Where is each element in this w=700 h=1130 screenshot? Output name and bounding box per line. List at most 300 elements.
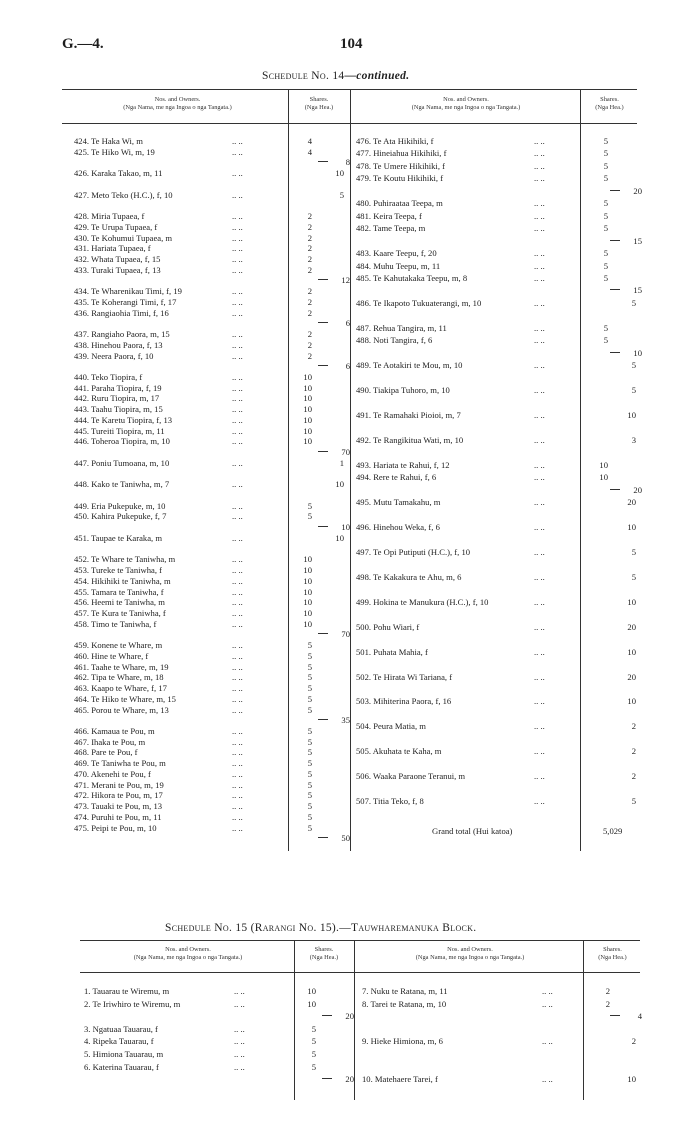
share-value: 2 [307,286,312,297]
leader-dots: .. .. [232,286,243,297]
owner-name: 426. Karaka Takao, m, 11 [74,168,163,179]
leader-dots: .. .. [232,779,243,790]
share-value: 5 [307,768,312,779]
leader-dots: .. .. [234,986,245,996]
owner-name: 499. Hokina te Manukura (H.C.), f, 10 [356,596,489,607]
leader-dots: .. .. [232,790,243,801]
share-value: 5 [603,248,608,259]
owner-name: 484. Muhu Teepu, m, 11 [356,260,441,271]
leader-dots: .. .. [232,511,243,522]
column-header-subtitle: (Nga Hea.) [595,104,624,111]
leader-dots: .. .. [534,322,545,333]
share-value: 2 [307,296,312,307]
owner-name: 485. Te Kahutakaka Teepu, m, 8 [356,273,468,283]
page-number: 104 [340,36,363,52]
share-value: 2 [307,221,312,232]
owner-name: 2. Te Iriwhiro te Wiremu, m [84,998,181,1009]
owner-name: 441. Paraha Tiopira, f, 19 [74,382,162,393]
share-value: 5 [307,640,312,651]
leader-dots: .. .. [232,168,243,179]
leader-dots: .. .. [232,768,243,779]
leader-dots: .. .. [534,571,545,582]
leader-dots: .. .. [534,746,545,757]
share-value: 5 [307,779,312,790]
share-value: 5 [603,136,608,146]
share-value: 5 [307,500,312,511]
owner-name: 481. Keira Teepa, f [356,210,422,221]
share-value: 5 [307,747,312,758]
owner-name: 470. Akenehi te Pou, f [74,768,151,779]
owner-name: 448. Kako te Taniwha, m, 7 [74,479,170,490]
subtotal-value: 20 [627,671,636,682]
share-value: 5 [307,683,312,694]
owner-name: 472. Hikora te Pou, m, 17 [74,790,163,801]
subtotal-value: 5 [339,189,344,200]
leader-dots: .. .. [232,382,243,393]
owner-name: 452. Te Whare te Taniwha, m [74,554,176,565]
owner-name: 1. Tauarau te Wiremu, m [84,986,170,996]
owner-name: 504. Peura Matia, m [356,721,426,732]
subtotal-value: 70 [341,629,350,640]
share-value: 5 [307,672,312,683]
owner-name: 446. Toheroa Tiopira, m, 10 [74,436,170,447]
leader-dots: .. .. [232,436,243,447]
leader-dots: .. .. [232,822,243,833]
leader-dots: .. .. [232,758,243,769]
leader-dots: .. .. [534,385,545,396]
owner-name: 480. Puhiraataa Teepa, m [356,198,443,209]
subtotal-value: 15 [633,235,642,246]
subtotal-value: 5 [631,571,636,582]
share-value: 5 [311,1049,316,1059]
subtotal-value: 6 [345,318,350,329]
leader-dots: .. .. [534,210,545,221]
leader-dots: .. .. [232,597,243,608]
owner-name: 437. Rangiaho Paora, m, 15 [74,329,170,340]
share-value: 4 [307,146,312,157]
share-value: 2 [605,998,610,1009]
owner-name: 486. Te Ikapoto Tukuaterangi, m, 10 [356,297,482,308]
owner-name: 8. Tarei te Ratana, m, 10 [362,998,447,1009]
schedule-15-title-main: Schedule No. 15 (Rarangi No. 15).—Tauwharemanuka Block. [165,922,477,934]
owner-name: 433. Turaki Tupaea, f, 13 [74,264,161,275]
subtotal-value: 10 [627,522,636,533]
share-value: 5 [307,511,312,522]
subtotal-value: 4 [637,1011,642,1022]
owner-name: 435. Te Koherangi Timi, f, 17 [74,296,177,307]
leader-dots: .. .. [534,136,545,146]
owner-name: 483. Kaare Teepu, f, 20 [356,248,437,259]
leader-dots: .. .. [232,726,243,736]
share-value: 5 [603,273,608,283]
owner-name: 439. Neera Paora, f, 10 [74,350,154,361]
owner-name: 497. Te Opi Putiputi (H.C.), f, 10 [356,547,471,557]
leader-dots: .. .. [232,414,243,425]
leader-dots: .. .. [232,747,243,758]
leader-dots: .. .. [232,661,243,672]
column-rule [583,940,584,1100]
column-header-subtitle: (Nga Hea.) [598,954,627,961]
column-header [84,946,292,962]
owner-name: 456. Heemi te Taniwha, m [74,597,165,608]
leader-dots: .. .. [534,621,545,632]
owner-name: 478. Te Umere Hikihiki, f [356,160,445,171]
leader-dots: .. .. [534,248,545,259]
owner-name: 428. Miria Tupaea, f [74,211,145,222]
owner-name: 501. Puhata Mahia, f [356,646,428,657]
share-value: 2 [307,329,312,340]
share-value: 4 [307,136,312,146]
subtotal-value: 10 [335,532,344,543]
subtotal-rule [610,1015,620,1016]
column-header-subtitle: (Nga Hea.) [304,104,334,111]
leader-dots: .. .. [534,297,545,308]
share-value: 10 [599,472,608,483]
owner-name: 479. Te Koutu Hikihiki, f [356,173,444,184]
subtotal-value: 20 [345,1074,354,1085]
share-value: 10 [303,608,312,618]
owner-name: 440. Teko Tiopira, f [74,372,143,382]
subtotal-value: 15 [633,285,642,296]
rule [80,972,640,973]
share-value: 5 [307,726,312,736]
leader-dots: .. .. [534,522,545,533]
leader-dots: .. .. [232,136,243,146]
grand-total-label: Grand total (Hui katoa) [432,826,513,836]
owner-name: 450. Kahira Pukepuke, f, 7 [74,511,167,522]
leader-dots: .. .. [534,721,545,732]
leader-dots: .. .. [534,335,545,346]
share-value: 10 [303,425,312,436]
grand-total-value: 5,029 [603,826,623,836]
subtotal-value: 10 [627,1074,636,1085]
owner-name: 424. Te Haka Wi, m [74,136,143,146]
share-value: 10 [303,393,312,404]
owner-name: 498. Te Kakakura te Ahu, m, 6 [356,571,462,582]
leader-dots: .. .. [234,1023,245,1034]
owner-name: 467. Ihaka te Pou, m [74,736,146,747]
subtotal-value: 3 [631,434,636,445]
owner-name: 431. Hariata Tupaea, f [74,243,151,254]
column-header-title: Shares. [314,946,334,953]
leader-dots: .. .. [534,696,545,707]
column-header-title: Shares. [603,946,622,953]
leader-dots: .. .. [234,998,245,1009]
share-value: 10 [303,565,312,576]
leader-dots: .. .. [534,771,545,782]
column-header-title: Nos. and Owners. [165,946,211,953]
owner-name: 449. Eria Pukepuke, m, 10 [74,500,166,511]
share-value: 5 [307,801,312,812]
leader-dots: .. .. [232,264,243,275]
share-value: 5 [603,160,608,171]
owner-name: 500. Pohu Wiari, f [356,621,420,632]
subtotal-value: 10 [627,410,636,420]
subtotal-rule [322,1015,332,1016]
schedule-14-title-main: Schedule No. 14 [262,70,345,82]
owner-name: 5. Himiona Tauarau, m [84,1049,164,1059]
owner-name: 6. Katerina Tauarau, f [84,1061,159,1072]
leader-dots: .. .. [232,683,243,694]
share-value: 5 [603,322,608,333]
owner-name: 438. Hinehou Paora, f, 13 [74,339,163,350]
share-value: 10 [303,554,312,565]
leader-dots: .. .. [234,1061,245,1072]
leader-dots: .. .. [232,372,243,382]
leader-dots: .. .. [534,497,545,508]
owner-name: 429. Te Urupa Tupaea, f [74,221,158,232]
leader-dots: .. .. [232,211,243,222]
owner-name: 473. Tauaki te Pou, m, 13 [74,801,163,812]
subtotal-value: 20 [633,484,642,495]
subtotal-value: 5 [631,297,636,308]
leader-dots: .. .. [232,479,243,490]
owner-name: 506. Waaka Paraone Teranui, m [356,771,466,782]
owner-name: 457. Te Kura te Taniwha, f [74,608,166,618]
subtotal-value: 2 [631,721,636,732]
leader-dots: .. .. [232,565,243,576]
share-value: 10 [303,575,312,586]
owner-name: 432. Whata Tupaea, f, 15 [74,254,161,264]
column-header-subtitle: (Nga Nama, me nga Ingoa o nga Tangata.) [123,104,232,111]
leader-dots: .. .. [232,307,243,318]
leader-dots: .. .. [542,986,553,996]
leader-dots: .. .. [232,532,243,543]
share-value: 5 [603,148,608,159]
share-value: 2 [307,307,312,318]
leader-dots: .. .. [232,618,243,629]
owner-name: 444. Te Karetu Tiopira, f, 13 [74,414,173,425]
leader-dots: .. .. [534,547,545,557]
owner-name: 3. Ngatuaa Tauarau, f [84,1023,158,1034]
subtotal-value: 10 [341,522,350,533]
share-value: 10 [303,586,312,597]
owner-name: 487. Rehua Tangira, m, 11 [356,322,447,333]
owner-name: 10. Matehaere Tarei, f [362,1074,438,1085]
owner-name: 464. Te Hiko te Whare, m, 15 [74,693,176,704]
subtotal-value: 10 [633,347,642,358]
owner-name: 468. Pare te Pou, f [74,747,138,758]
share-value: 2 [307,232,312,243]
leader-dots: .. .. [542,998,553,1009]
share-value: 10 [303,382,312,393]
share-value: 10 [303,404,312,415]
leader-dots: .. .. [232,339,243,350]
column-rule [294,940,295,1100]
owner-name: 493. Hariata te Rahui, f, 12 [356,459,450,470]
owner-name: 466. Kamaua te Pou, m [74,726,155,736]
owner-name: 427. Meto Teko (H.C.), f, 10 [74,189,173,200]
leader-dots: .. .. [232,189,243,200]
leader-dots: .. .. [534,410,545,420]
leader-dots: .. .. [534,472,545,483]
share-value: 2 [307,211,312,222]
owner-name: 492. Te Rangikitua Wati, m, 10 [356,434,464,445]
leader-dots: .. .. [534,223,545,234]
owner-name: 463. Kaapo te Whare, f, 17 [74,683,167,694]
leader-dots: .. .. [232,329,243,340]
column-rule [354,940,355,1100]
subtotal-value: 20 [627,497,636,508]
leader-dots: .. .. [232,146,243,157]
share-value: 10 [599,459,608,470]
leader-dots: .. .. [232,608,243,618]
leader-dots: .. .. [234,1036,245,1047]
owner-name: 436. Rangiaohia Timi, f, 16 [74,307,169,318]
share-value: 5 [307,736,312,747]
leader-dots: .. .. [534,360,545,371]
leader-dots: .. .. [232,704,243,715]
subtotal-value: 10 [627,646,636,657]
leader-dots: .. .. [232,801,243,812]
owner-name: 442. Ruru Tiopira, m, 17 [74,393,160,404]
owner-name: 503. Mihiterina Paora, f, 16 [356,696,452,707]
owner-name: 425. Te Hiko Wi, m, 19 [74,146,155,157]
owner-name: 443. Taahu Tiopira, m, 15 [74,404,163,415]
leader-dots: .. .. [232,457,243,468]
leader-dots: .. .. [534,459,545,470]
subtotal-value: 10 [627,596,636,607]
subtotal-value: 50 [341,833,350,844]
owner-name: 454. Hikihiki te Taniwha, m [74,575,171,586]
leader-dots: .. .. [232,575,243,586]
leader-dots: .. .. [232,243,243,254]
column-header-title: Shares. [600,96,619,103]
column-header [585,946,640,962]
column-header-subtitle: (Nga Nama, me nga Ingoa o nga Tangata.) [415,954,525,961]
share-value: 10 [303,597,312,608]
leader-dots: .. .. [534,796,545,807]
share-value: 10 [303,414,312,425]
owner-name: 447. Poniu Tumoana, m, 10 [74,457,170,468]
leader-dots: .. .. [534,646,545,657]
subtotal-value: 2 [631,1036,636,1047]
subtotal-value: 5 [631,796,636,807]
leader-dots: .. .. [534,148,545,159]
column-header [296,946,352,962]
subtotal-value: 8 [345,157,350,168]
subtotal-value: 2 [631,746,636,757]
owner-name: 461. Taahe te Whare, m, 19 [74,661,169,672]
owner-name: 459. Konene te Whare, m [74,640,163,651]
leader-dots: .. .. [542,1036,553,1047]
share-value: 5 [603,198,608,209]
owner-name: 507. Titia Teko, f, 8 [356,796,424,807]
share-value: 10 [303,436,312,447]
subtotal-value: 35 [341,715,350,726]
owner-name: 477. Hineiahua Hikihiki, f [356,148,447,159]
owner-name: 494. Rere te Rahui, f, 6 [356,472,437,483]
owner-name: 453. Tureke te Taniwha, f [74,565,163,576]
owner-name: 430. Te Kohumui Tupaea, m [74,232,173,243]
owner-name: 434. Te Wharenikau Timi, f, 19 [74,286,182,297]
leader-dots: .. .. [534,198,545,209]
leader-dots: .. .. [534,273,545,283]
leader-dots: .. .. [534,173,545,184]
owner-name: 475. Peipi te Pou, m, 10 [74,822,157,833]
leader-dots: .. .. [232,296,243,307]
owner-name: 455. Tamara te Taniwha, f [74,586,164,597]
leader-dots: .. .. [232,811,243,822]
schedule-14-title-cont: —continued. [344,70,410,82]
leader-dots: .. .. [232,640,243,651]
leader-dots: .. .. [534,434,545,445]
column-header-title: Nos. and Owners. [447,946,493,953]
column-header-subtitle: (Nga Nama, me nga Ingoa o nga Tangata.) [133,954,243,961]
owner-name: 474. Puruhi te Pou, m, 11 [74,811,162,822]
subtotal-value: 70 [341,447,350,458]
column-header [358,946,582,962]
owner-name: 490. Tiakipa Tuhoro, m, 10 [356,385,450,396]
column-header-subtitle: (Nga Hea.) [309,954,339,961]
column-header-title: Nos. and Owners. [154,96,201,103]
subtotal-value: 10 [335,479,344,490]
share-value: 5 [311,1036,316,1047]
share-value: 2 [307,350,312,361]
schedule-15-title [165,922,476,934]
subtotal-value: 20 [627,621,636,632]
owner-name: 491. Te Ramahaki Pioioi, m, 7 [356,410,461,420]
column-header-title: Nos. and Owners. [443,96,489,103]
leader-dots: .. .. [232,554,243,565]
leader-dots: .. .. [534,671,545,682]
subtotal-value: 2 [631,771,636,782]
owner-name: 495. Mutu Tamakahu, m [356,497,441,508]
share-value: 5 [307,704,312,715]
leader-dots: .. .. [534,160,545,171]
share-value: 10 [307,998,316,1009]
subtotal-value: 10 [627,696,636,707]
owner-name: 489. Te Aotakiri te Mou, m, 10 [356,360,463,371]
leader-dots: .. .. [232,736,243,747]
share-value: 2 [307,339,312,350]
share-value: 5 [307,822,312,833]
owner-name: 476. Te Ata Hikihiki, f [356,136,434,146]
share-value: 2 [307,254,312,264]
subtotal-rule [322,1078,332,1079]
leader-dots: .. .. [232,221,243,232]
share-value: 2 [307,243,312,254]
leader-dots: .. .. [232,425,243,436]
share-value: 5 [603,260,608,271]
owner-name: 471. Merani te Pou, m, 19 [74,779,164,790]
owner-name: 7. Nuku te Ratana, m, 11 [362,986,448,996]
subtotal-value: 5 [631,360,636,371]
leader-dots: .. .. [534,260,545,271]
leader-dots: .. .. [234,1049,245,1059]
owner-name: 465. Porou te Whare, m, 13 [74,704,169,715]
column-header-subtitle: (Nga Nama, me nga Ingoa o nga Tangata.) [411,104,521,111]
subtotal-value: 5 [631,547,636,557]
leader-dots: .. .. [232,350,243,361]
leader-dots: .. .. [232,500,243,511]
leader-dots: .. .. [232,586,243,597]
share-value: 2 [307,264,312,275]
leader-dots: .. .. [232,404,243,415]
subtotal-value: 10 [335,168,344,179]
share-value: 10 [307,986,316,996]
leader-dots: .. .. [232,393,243,404]
owner-name: 502. Te Hirata Wi Tariana, f [356,671,453,682]
owner-name: 496. Hinehou Weka, f, 6 [356,522,440,533]
share-value: 5 [307,650,312,661]
leader-dots: .. .. [542,1074,553,1085]
share-value: 5 [603,335,608,346]
owner-name: 482. Tame Teepa, m [356,223,426,234]
leader-dots: .. .. [232,232,243,243]
leader-dots: .. .. [232,650,243,661]
share-value: 10 [303,372,312,382]
